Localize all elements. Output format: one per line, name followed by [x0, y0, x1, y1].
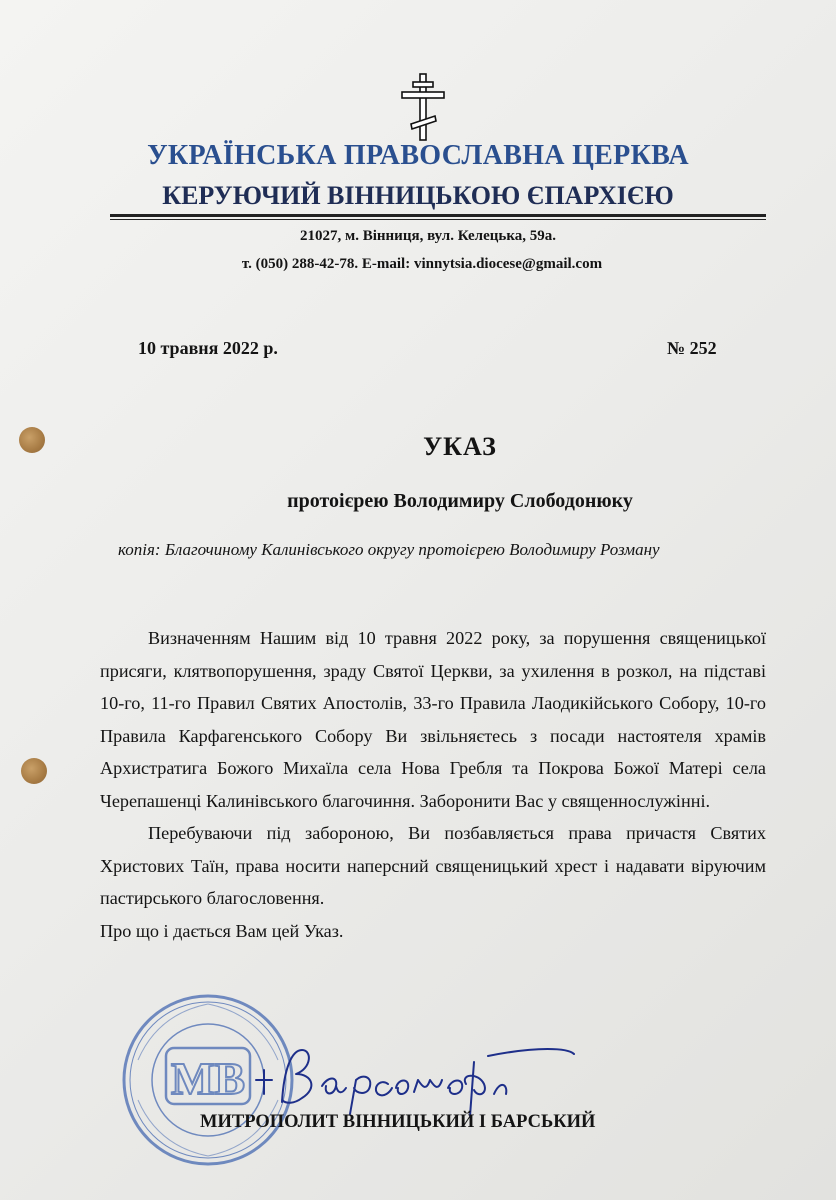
- body-paragraph: Перебуваючи під забороною, Ви позбавляється права причастя Святих Христових Таїн, права носити наперсний священицький хрест і надавати віруючим пастирського благословення.: [100, 823, 766, 908]
- seal-monogram: МВ: [170, 1053, 246, 1104]
- punch-hole-bottom: [21, 758, 47, 784]
- addressee: протоієрею Володимиру Слободонюку: [287, 490, 633, 512]
- document-number: № 252: [667, 338, 717, 358]
- church-name: УКРАЇНСЬКА ПРАВОСЛАВНА ЦЕРКВА: [147, 140, 689, 171]
- postal-address: 21027, м. Вінниця, вул. Келецька, 59а.: [300, 228, 556, 244]
- orthodox-cross-icon: [399, 72, 447, 142]
- document-title: УКАЗ: [423, 432, 497, 461]
- contact-info: т. (050) 288-42-78. E-mail: vinnytsia.diocese@gmail.com: [241, 256, 603, 272]
- document-date: 10 травня 2022 р.: [138, 338, 278, 358]
- closing-line: Про що і дається Вам цей Указ.: [100, 920, 344, 941]
- header-rule-thick: [110, 214, 766, 217]
- document-body: [100, 622, 766, 947]
- copy-recipient: копія: Благочиному Калинівського округу протоієрею Володимиру Розману: [118, 540, 660, 559]
- body-paragraph: Визначенням Нашим від 10 травня 2022 року, за порушення священицької присяги, клятвопорушення, зраду Святої Церкви, за ухилення в розкол, на підставі 10-го, 11-го Правил Святих Апостолів, 33-го Правила Лаодикійського Собору, 10-го Правила Карфагенського Собору Ви звільняєтесь з посади настоятеля храмів Архистратига Божого Михаїла села Нова Гребля та Покрова Божої Матері села Черепашенці Калинівського благочиння. Заборонити Вас у священнослужінні.: [100, 628, 766, 811]
- office-title: КЕРУЮЧИЙ ВІННИЦЬКОЮ ЄПАРХІЄЮ: [162, 181, 674, 210]
- header-rule-thin: [110, 219, 766, 220]
- signer-title: МИТРОПОЛИТ ВІННИЦЬКИЙ І БАРСЬКИЙ: [200, 1112, 596, 1132]
